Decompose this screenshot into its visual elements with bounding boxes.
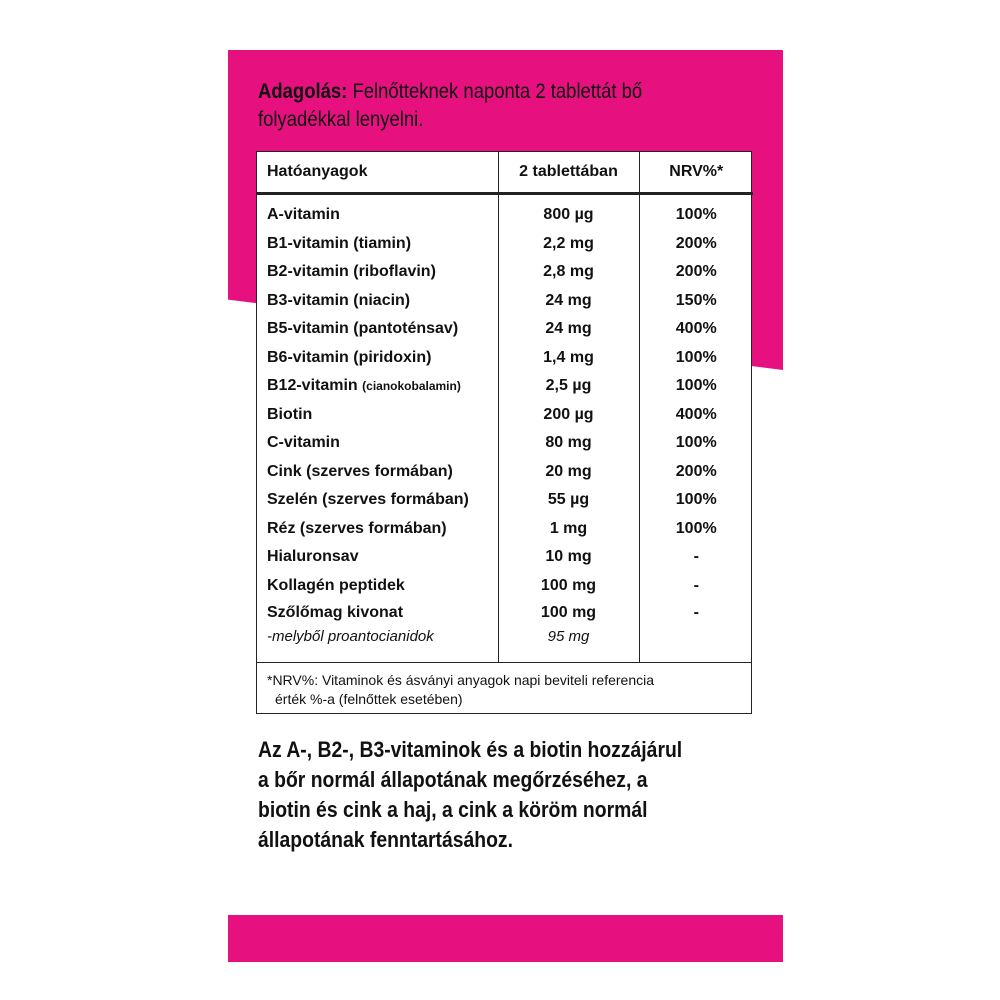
claim-line2: a bőr normál állapotának megőrzéséhez, a xyxy=(258,767,648,792)
ingredient-amount: 24 mg xyxy=(498,287,639,316)
ingredient-name-detail: (cianokobalamin) xyxy=(362,379,461,394)
nrv-footnote xyxy=(257,662,751,717)
ingredient-nrv: 100% xyxy=(675,491,717,509)
ingredient-nrv: 100% xyxy=(675,377,717,395)
health-claim xyxy=(258,735,751,855)
ingredient-amount: 1 mg xyxy=(498,515,639,544)
table-row xyxy=(257,258,753,287)
ingredient-nrv: 400% xyxy=(675,320,717,338)
table-row xyxy=(257,315,753,344)
table-row xyxy=(257,515,753,544)
ingredient-nrv: - xyxy=(693,576,699,594)
ingredient-name: B1-vitamin (tiamin) xyxy=(257,230,498,259)
ingredient-sub-amount: 95 mg xyxy=(547,628,590,645)
ingredient-name: B2-vitamin (riboflavin) xyxy=(257,258,498,287)
ingredient-amount: 200 µg xyxy=(498,401,639,430)
ingredient-name: Szelén (szerves formában) xyxy=(257,486,498,515)
ingredient-name-cell xyxy=(257,372,498,401)
table-row xyxy=(257,600,753,662)
ingredient-amount: 800 µg xyxy=(498,194,639,230)
ingredient-name: B3-vitamin (niacin) xyxy=(257,287,498,316)
header-ingredients: Hatóanyagok xyxy=(257,152,498,194)
ingredient-nrv: - xyxy=(693,604,699,621)
footnote-line1: *NRV%: Vitaminok és ásványi anyagok napi beviteli referencia xyxy=(267,672,655,688)
ingredient-name: C-vitamin xyxy=(257,429,498,458)
nutrition-table xyxy=(256,151,752,714)
ingredient-nrv: 200% xyxy=(675,263,717,281)
ingredient-nrv: 200% xyxy=(675,234,717,252)
dosage-text-line2: folyadékkal lenyelni. xyxy=(258,108,424,131)
ingredient-sub-name: -melyből proantocianidok xyxy=(267,628,434,645)
ingredient-nrv: 100% xyxy=(675,206,717,224)
ingredient-amount: 10 mg xyxy=(498,543,639,572)
table-row xyxy=(257,543,753,572)
table-row xyxy=(257,194,753,230)
ingredient-amount: 1,4 mg xyxy=(498,344,639,373)
claim-line1: Az A-, B2-, B3-vitaminok és a biotin hozzájárul xyxy=(258,737,683,762)
footnote-line2: érték %-a (felnőttek esetében) xyxy=(275,691,463,707)
claim-line4: állapotának fenntartásához. xyxy=(258,827,513,852)
table-row xyxy=(257,372,753,401)
ingredient-nrv: 400% xyxy=(675,405,717,423)
table-row xyxy=(257,429,753,458)
table-header-row xyxy=(257,152,753,194)
ingredient-amount: 20 mg xyxy=(498,458,639,487)
ingredient-amount: 100 mg xyxy=(498,572,639,601)
dosage-label: Adagolás: xyxy=(258,80,348,103)
ingredient-name: Kollagén peptidek xyxy=(257,572,498,601)
ingredient-amount-cell xyxy=(498,600,639,662)
ingredient-amount: 55 µg xyxy=(498,486,639,515)
product-label xyxy=(228,50,783,962)
claim-line3: biotin és cink a haj, a cink a köröm normál xyxy=(258,797,648,822)
ingredient-nrv: - xyxy=(693,548,699,566)
dosage-instructions xyxy=(258,78,751,134)
table-row xyxy=(257,486,753,515)
table-row xyxy=(257,287,753,316)
table-row xyxy=(257,458,753,487)
dosage-text-line1: Felnőtteknek naponta 2 tablettát bő xyxy=(347,80,643,103)
ingredient-amount: 2,2 mg xyxy=(498,230,639,259)
ingredient-name: A-vitamin xyxy=(257,194,498,230)
pink-footer-band xyxy=(228,915,783,962)
ingredient-name-cell xyxy=(257,600,498,662)
ingredient-name: Cink (szerves formában) xyxy=(257,458,498,487)
header-amount: 2 tablettában xyxy=(498,152,639,194)
header-nrv: NRV%* xyxy=(639,152,753,194)
table-row xyxy=(257,344,753,373)
ingredient-amount: 2,5 µg xyxy=(498,372,639,401)
ingredient-name: B12-vitamin xyxy=(267,377,358,395)
ingredient-amount: 80 mg xyxy=(498,429,639,458)
ingredient-nrv: 150% xyxy=(675,291,717,309)
table-row xyxy=(257,401,753,430)
ingredient-nrv: 100% xyxy=(675,348,717,366)
ingredient-amount: 24 mg xyxy=(498,315,639,344)
table-row xyxy=(257,572,753,601)
ingredient-nrv: 100% xyxy=(675,519,717,537)
ingredient-name: B6-vitamin (piridoxin) xyxy=(257,344,498,373)
ingredient-name: Hialuronsav xyxy=(257,543,498,572)
ingredient-amount: 2,8 mg xyxy=(498,258,639,287)
ingredient-name: Szőlőmag kivonat xyxy=(267,604,404,621)
ingredient-name: Réz (szerves formában) xyxy=(257,515,498,544)
ingredient-amount: 100 mg xyxy=(540,604,597,621)
table-row xyxy=(257,230,753,259)
ingredient-name: Biotin xyxy=(257,401,498,430)
ingredient-name: B5-vitamin (pantoténsav) xyxy=(257,315,498,344)
ingredient-nrv: 100% xyxy=(675,434,717,452)
ingredient-nrv: 200% xyxy=(675,462,717,480)
